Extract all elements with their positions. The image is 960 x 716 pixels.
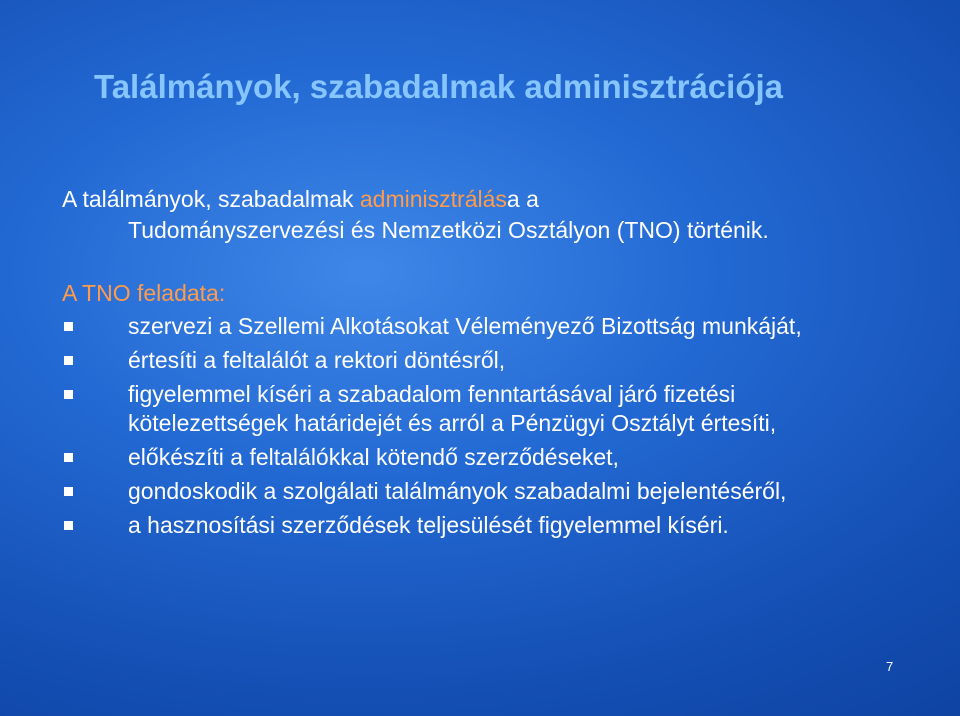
list-item xyxy=(0,511,960,540)
tno-tasks-heading: A TNO feladata: xyxy=(62,280,226,306)
square-bullet-icon xyxy=(64,390,73,399)
slide-title: Találmányok, szabadalmak adminisztrációja xyxy=(94,68,784,105)
list-item-text: szervezi a Szellemi Alkotásokat Véleményező Bizottság munkáját, xyxy=(128,313,802,339)
list-item xyxy=(0,477,960,506)
square-bullet-icon xyxy=(64,356,73,365)
intro-highlight: adminisztrálás xyxy=(359,186,507,212)
page-number: 7 xyxy=(886,659,894,674)
intro-line-2: Tudományszervezési és Nemzetközi Osztályon (TNO) történik. xyxy=(128,217,769,243)
square-bullet-icon xyxy=(64,322,73,331)
intro-text-end: a a xyxy=(506,186,539,212)
list-item-text: értesíti a feltalálót a rektori döntésről, xyxy=(128,347,506,373)
intro-text-start: A találmányok, szabadalmak xyxy=(62,186,360,212)
square-bullet-icon xyxy=(64,521,73,530)
list-item xyxy=(0,312,960,341)
intro-line-1 xyxy=(62,184,882,215)
square-bullet-icon xyxy=(64,453,73,462)
list-item xyxy=(0,346,960,375)
list-item-text: gondoskodik a szolgálati találmányok szabadalmi bejelentéséről, xyxy=(128,478,787,504)
intro-paragraph xyxy=(62,184,882,246)
square-bullet-icon xyxy=(64,487,73,496)
list-item-text: előkészíti a feltalálókkal kötendő szerződéseket, xyxy=(128,444,619,470)
list-item xyxy=(0,380,960,438)
list-item xyxy=(0,443,960,472)
tno-tasks-list xyxy=(0,312,960,540)
list-item-text: figyelemmel kíséri a szabadalom fenntartásával járó fizetési kötelezettségek határidejét és arról a Pénzügyi Osztályt értesíti, xyxy=(128,381,777,436)
list-item-text: a hasznosítási szerződések teljesülését figyelemmel kíséri. xyxy=(128,512,729,538)
